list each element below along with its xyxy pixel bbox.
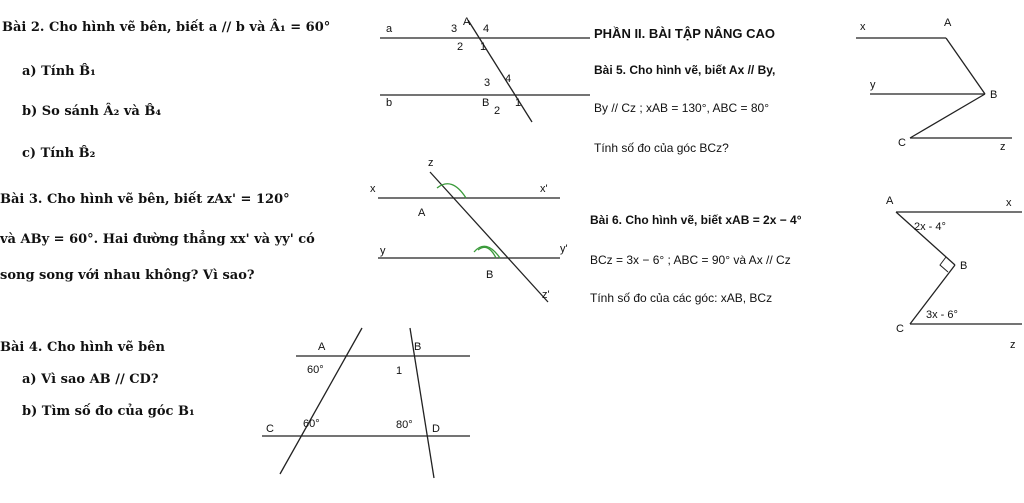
- fig2-label-B: B: [482, 97, 490, 109]
- figure-3: [378, 172, 560, 302]
- fig4-angle-60-bottom: 60°: [303, 418, 320, 430]
- exercise-3-line-1: Bài 3. Cho hình vẽ bên, biết zAx' = 120°: [0, 192, 290, 207]
- fig3-label-A: A: [418, 207, 426, 219]
- fig5-label-B: B: [990, 89, 998, 101]
- exercise-4-title: Bài 4. Cho hình vẽ bên: [0, 340, 165, 355]
- fig3-label-y-prime: y': [560, 243, 568, 255]
- fig2-angle-3-top: 3: [451, 23, 458, 35]
- fig6-label-C: C: [896, 323, 904, 335]
- fig6-label-x: x: [1006, 197, 1012, 209]
- fig5-label-z: z: [1000, 141, 1006, 153]
- fig2-angle-2-bottom: 2: [494, 105, 501, 117]
- fig5-label-C: C: [898, 137, 906, 149]
- section-heading: PHẦN II. BÀI TẬP NÂNG CAO: [594, 26, 776, 41]
- fig2-label-a: a: [386, 23, 393, 35]
- exercise-2-part-a: a) Tính B̂₁: [22, 64, 96, 79]
- fig3-label-y: y: [380, 245, 386, 257]
- fig4-label-B: B: [414, 341, 422, 353]
- fig2-angle-1-bottom: 1: [515, 97, 522, 109]
- fig3-label-x-prime: x': [540, 183, 548, 195]
- exercise-5-line-3: Tính số đo của góc BCz?: [594, 141, 729, 155]
- fig4-label-C: C: [266, 423, 274, 435]
- fig3-angle-arc-B-1: [478, 247, 496, 258]
- exercise-3-line-2: và ABy = 60°. Hai đường thẳng xx' và yy' có: [0, 232, 315, 247]
- fig2-angle-1-top: 1: [480, 41, 487, 53]
- fig6-label-A: A: [886, 195, 894, 207]
- exercise-6-line-3: Tính số đo của các góc: xAB, BCz: [590, 291, 773, 305]
- fig3-label-x: x: [370, 183, 376, 195]
- fig3-label-z-prime: z': [542, 289, 550, 301]
- fig4-label-D: D: [432, 423, 440, 435]
- fig5-label-y: y: [870, 79, 876, 91]
- fig4-label-A: A: [318, 341, 326, 353]
- fig5-label-x: x: [860, 21, 866, 33]
- fig3-label-z: z: [428, 157, 434, 169]
- exercise-6-line-2: BCz = 3x − 6° ; ABC = 90° và Ax // Cz: [590, 253, 791, 267]
- fig4-angle-60-top: 60°: [307, 364, 324, 376]
- fig4-angle-80: 80°: [396, 419, 413, 431]
- exercise-2-part-c: c) Tính B̂₂: [22, 146, 96, 161]
- exercise-2-title: Bài 2. Cho hình vẽ bên, biết a // b và Â₁ = 60°: [2, 20, 331, 35]
- fig2-label-A: A: [463, 16, 471, 28]
- exercise-2-part-b: b) So sánh Â₂ và B̂₄: [22, 104, 162, 119]
- fig2-angle-4-bottom: 4: [505, 73, 512, 85]
- exercise-5-line-1: Bài 5. Cho hình vẽ, biết Ax // By,: [594, 63, 776, 77]
- exercise-5-line-2: By // Cz ; xAB = 130°, ABC = 80°: [594, 101, 770, 115]
- fig5-label-A: A: [944, 17, 952, 29]
- fig2-angle-3-bottom: 3: [484, 77, 491, 89]
- fig2-angle-2-top: 2: [457, 41, 464, 53]
- fig6-label-z: z: [1010, 339, 1016, 351]
- figure-5: [856, 38, 1012, 138]
- fig6-angle-BCz: 3x - 6°: [926, 309, 958, 321]
- exercise-3-line-3: song song với nhau không? Vì sao?: [0, 268, 255, 283]
- fig6-angle-xAB: 2x - 4°: [914, 221, 946, 233]
- exercise-4-part-b: b) Tìm số đo của góc B₁: [22, 404, 195, 419]
- figure-4: [262, 328, 470, 478]
- fig3-label-B: B: [486, 269, 494, 281]
- fig2-label-b: b: [386, 97, 393, 109]
- fig6-label-B: B: [960, 260, 968, 272]
- fig4-angle-1: 1: [396, 365, 403, 377]
- exercise-4-part-a: a) Vì sao AB // CD?: [22, 372, 159, 387]
- exercise-6-line-1: Bài 6. Cho hình vẽ, biết xAB = 2x − 4°: [590, 213, 802, 227]
- fig2-angle-4-top: 4: [483, 23, 490, 35]
